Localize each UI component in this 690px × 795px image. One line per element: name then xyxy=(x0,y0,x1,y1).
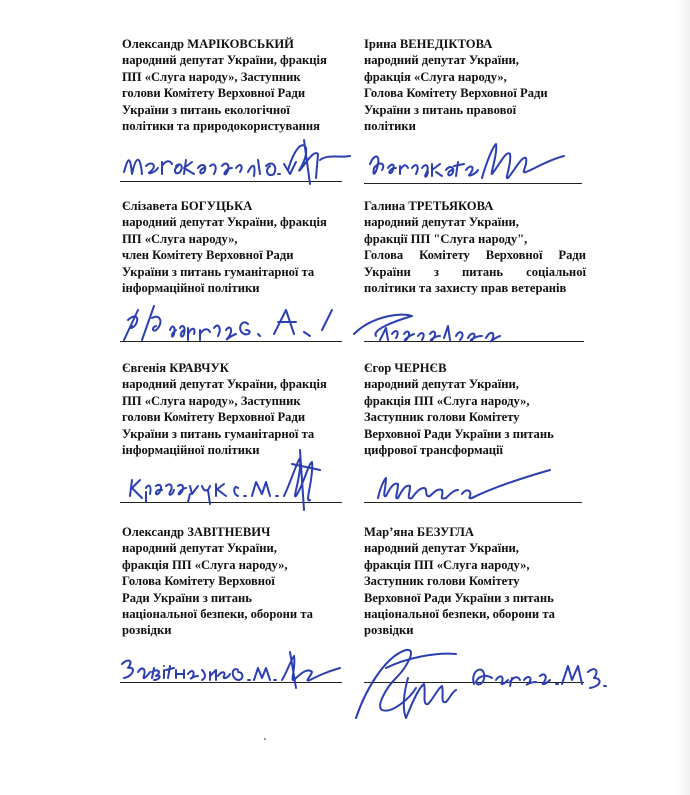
position-line: Верховної Ради України з питань xyxy=(364,426,554,441)
position-line: Голова Комітету Верховної Ради xyxy=(364,248,586,263)
signatory-block-venediktova xyxy=(364,36,589,134)
position-line: фракції ПП "Слуга народу", xyxy=(364,231,528,246)
position-line: інформаційної політики xyxy=(122,443,260,458)
position-line: народний депутат України, xyxy=(364,377,519,392)
signatory-name: Єлізавета БОГУЦЬКА xyxy=(122,199,253,213)
position-line: народний депутат України, xyxy=(364,541,519,556)
signatory-block-bezuhla xyxy=(364,524,586,639)
position-line: фракція ПП «Слуга народу», xyxy=(364,393,530,408)
position-line: народний депутат України, xyxy=(122,541,277,556)
position-line: національної безпеки, оборони та xyxy=(122,607,313,622)
position-line: народний депутат України, xyxy=(364,215,519,230)
position-line: Ради України з питань xyxy=(122,590,252,605)
signatory-name: Євгенія КРАВЧУК xyxy=(122,361,229,375)
position-line: фракція ПП «Слуга народу», xyxy=(364,557,530,572)
position-line: член Комітету Верховної Ради xyxy=(122,248,294,263)
signature-zavitnevych xyxy=(114,644,354,694)
position-line: України з питань гуманітарної та xyxy=(122,264,315,279)
position-line: ПП «Слуга народу», Заступник xyxy=(122,69,301,84)
position-line: Заступник голови Комітету xyxy=(364,410,520,425)
position-line: голови Комітету Верховної Ради xyxy=(122,86,306,101)
signatory-name: Олександр МАРІКОВСЬКИЙ xyxy=(122,37,294,51)
signature-venediktova xyxy=(366,134,576,194)
position-line: розвідки xyxy=(364,623,414,638)
position-line: Голова Комітету Верховної Ради xyxy=(364,86,548,101)
position-line: фракція ПП «Слуга народу», xyxy=(122,557,288,572)
page-shadow-edge xyxy=(676,0,690,795)
position-line: народний депутат України, фракція xyxy=(122,53,327,68)
position-line: національної безпеки, оборони та xyxy=(364,607,555,622)
position-line: Заступник голови Комітету xyxy=(364,574,520,589)
signature-kravchuk xyxy=(124,444,334,514)
position-line: України з питань правової xyxy=(364,102,517,117)
signatory-block-bohutska xyxy=(122,198,344,296)
signatory-block-tretiakova xyxy=(364,198,586,296)
position-line: народний депутат України, xyxy=(364,53,519,68)
position-line: фракція «Слуга народу», xyxy=(364,69,507,84)
signatory-block-zavitnevych xyxy=(122,524,344,639)
signatory-name: Галина ТРЕТЬЯКОВА xyxy=(364,199,494,213)
signatory-block-marikovskyi xyxy=(122,36,344,134)
signatory-name: Ірина ВЕНЕДІКТОВА xyxy=(364,37,493,51)
page-speck xyxy=(264,738,266,740)
signatory-block-cherniev xyxy=(364,360,586,458)
position-line: України з питань екологічної xyxy=(122,102,290,117)
signature-tretiakova xyxy=(352,306,532,350)
position-line: Голова Комітету Верховної xyxy=(122,574,275,589)
position-line: цифрової трансформації xyxy=(364,443,504,458)
position-line: народний депутат України, фракція xyxy=(122,215,327,230)
signatory-name: Мар’яна БЕЗУГЛА xyxy=(364,525,474,539)
signature-cherniev xyxy=(372,458,572,514)
signatory-name: Єгор ЧЕРНЄВ xyxy=(364,361,447,375)
position-line: народний депутат України, фракція xyxy=(122,377,327,392)
position-line: політики та захисту прав ветеранів xyxy=(364,281,567,296)
position-line: політики xyxy=(364,119,416,134)
position-line: розвідки xyxy=(122,623,172,638)
position-line: України з питань гуманітарної та xyxy=(122,426,315,441)
position-line: голови Комітету Верховної Ради xyxy=(122,410,306,425)
position-line: ПП «Слуга народу», xyxy=(122,231,238,246)
signatory-name: Олександр ЗАВІТНЕВИЧ xyxy=(122,525,271,539)
position-line: політики та природокористування xyxy=(122,119,320,134)
position-line: України з питань соціальної xyxy=(364,264,586,279)
position-line: Верховної Ради України з питань xyxy=(364,590,554,605)
position-line: інформаційної політики xyxy=(122,281,260,296)
signature-bezuhla xyxy=(346,628,626,738)
signature-marikovskyi xyxy=(118,130,358,190)
position-line: ПП «Слуга народу», Заступник xyxy=(122,393,301,408)
signature-bohutska xyxy=(118,300,348,350)
